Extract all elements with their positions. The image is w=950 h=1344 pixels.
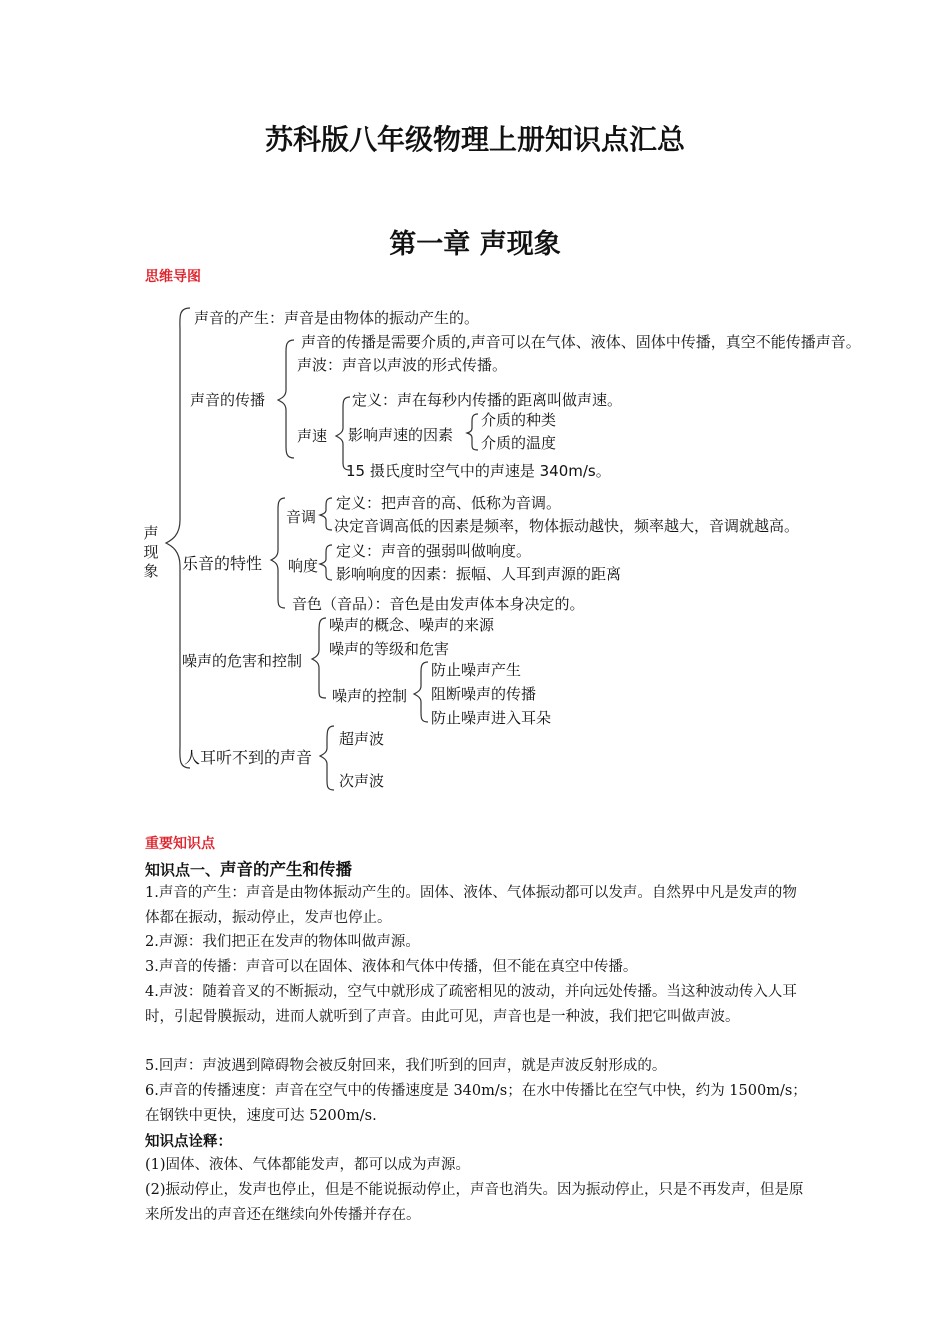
section-title-prefix: 知识点一、 <box>145 861 221 879</box>
key-point-6: 6.声音的传播速度：声音在空气中的传播速度是 340m/s；在水中传播比在空气中快，约为 1500m/s；在钢铁中更快，速度可达 5200m/s. <box>145 1083 807 1124</box>
key-point-3: 3.声音的传播：声音可以在固体、液体和气体中传播，但不能在真空中传播。 <box>145 959 638 975</box>
inaudible-brace <box>320 726 334 790</box>
node-speed-factors: 影响声速的因素 <box>348 426 454 444</box>
node-infrasonic: 次声波 <box>339 772 385 790</box>
key-point-2: 2.声源：我们把正在发声的物体叫做声源。 <box>145 934 420 950</box>
chapter-title: 第一章 声现象 <box>389 229 561 260</box>
node-noise-control: 噪声的控制 <box>332 687 408 705</box>
key-point-5: 5.回声：声波遇到障碍物会被反射回来，我们听到的回声，就是声波反射形成的。 <box>145 1058 667 1074</box>
node-pitch-factor: 决定音调高低的因素是频率，物体振动越快，频率越大，音调就越高。 <box>334 517 800 535</box>
node-loudness-factor: 影响响度的因素：振幅、人耳到声源的距离 <box>336 565 622 583</box>
noise-brace <box>312 618 326 698</box>
mind-map-root: 声现象 <box>143 524 159 580</box>
node-noise-control-2: 阻断噪声的传播 <box>431 685 537 703</box>
mind-map-heading: 思维导图 <box>145 269 201 285</box>
node-ultrasonic: 超声波 <box>339 730 385 748</box>
root-brace <box>166 308 190 768</box>
node-pitch: 音调 <box>286 508 317 526</box>
music-brace <box>271 498 285 608</box>
propagation-brace <box>278 340 294 458</box>
node-factor-medium-type: 介质的种类 <box>481 411 557 429</box>
node-production: 声音的产生：声音是由物体的振动产生的。 <box>194 309 480 327</box>
key-point-1: 1.声音的产生：声音是由物体振动产生的。固体、液体、气体振动都可以发声。自然界中凡是发声的物体都在振动，振动停止，发声也停止。 <box>145 885 797 926</box>
node-noise-level: 噪声的等级和危害 <box>329 640 450 658</box>
noise-control-brace <box>414 662 428 722</box>
explanation-2: (2)振动停止，发声也停止，但是不能说振动停止，声音也消失。因为振动停止，只是不再发声，但是原来所发出的声音还在继续向外传播并存在。 <box>145 1182 804 1223</box>
node-pitch-definition: 定义：把声音的高、低称为音调。 <box>336 494 562 512</box>
factors-brace <box>467 414 478 450</box>
key-points-heading: 重要知识点 <box>145 836 215 852</box>
node-noise-control-1: 防止噪声产生 <box>431 661 522 679</box>
node-noise-control-3: 防止噪声进入耳朵 <box>431 709 552 727</box>
node-loudness: 响度 <box>288 557 319 575</box>
node-inaudible: 人耳听不到的声音 <box>184 748 313 767</box>
node-propagation: 声音的传播 <box>190 391 266 409</box>
node-factor-medium-temp: 介质的温度 <box>481 434 557 452</box>
node-timbre: 音色（音品）：音色是由发声体本身决定的。 <box>292 595 585 613</box>
node-sound-speed: 声速 <box>297 427 328 445</box>
explanation-1: (1)固体、液体、气体都能发声，都可以成为声源。 <box>145 1157 471 1173</box>
node-speed-definition: 定义：声在每秒内传播的距离叫做声速。 <box>352 391 623 409</box>
loudness-brace <box>320 545 332 580</box>
section-title-main: 声音的产生和传播 <box>220 860 353 879</box>
node-speed-value: 15 摄氏度时空气中的声速是 340m/s。 <box>346 462 611 480</box>
document-title: 苏科版八年级物理上册知识点汇总 <box>264 123 685 156</box>
node-propagation-medium: 声音的传播是需要介质的,声音可以在气体、液体、固体中传播，真空不能传播声音。 <box>301 333 861 351</box>
pitch-brace <box>320 498 332 530</box>
node-music: 乐音的特性 <box>182 554 263 573</box>
node-loudness-definition: 定义：声音的强弱叫做响度。 <box>336 542 532 560</box>
node-noise-concept: 噪声的概念、噪声的来源 <box>329 616 495 634</box>
node-noise: 噪声的危害和控制 <box>182 652 303 670</box>
node-sound-wave: 声波：声音以声波的形式传播。 <box>297 356 508 374</box>
explanation-heading: 知识点诠释： <box>145 1134 232 1150</box>
section-title <box>145 856 352 880</box>
key-point-4: 4.声波：随着音叉的不断振动，空气中就形成了疏密相见的波动，并向远处传播。当这种波动传入人耳时，引起骨膜振动，进而人就听到了声音。由此可见，声音也是一种波，我们把它叫做声波。 <box>145 984 797 1025</box>
